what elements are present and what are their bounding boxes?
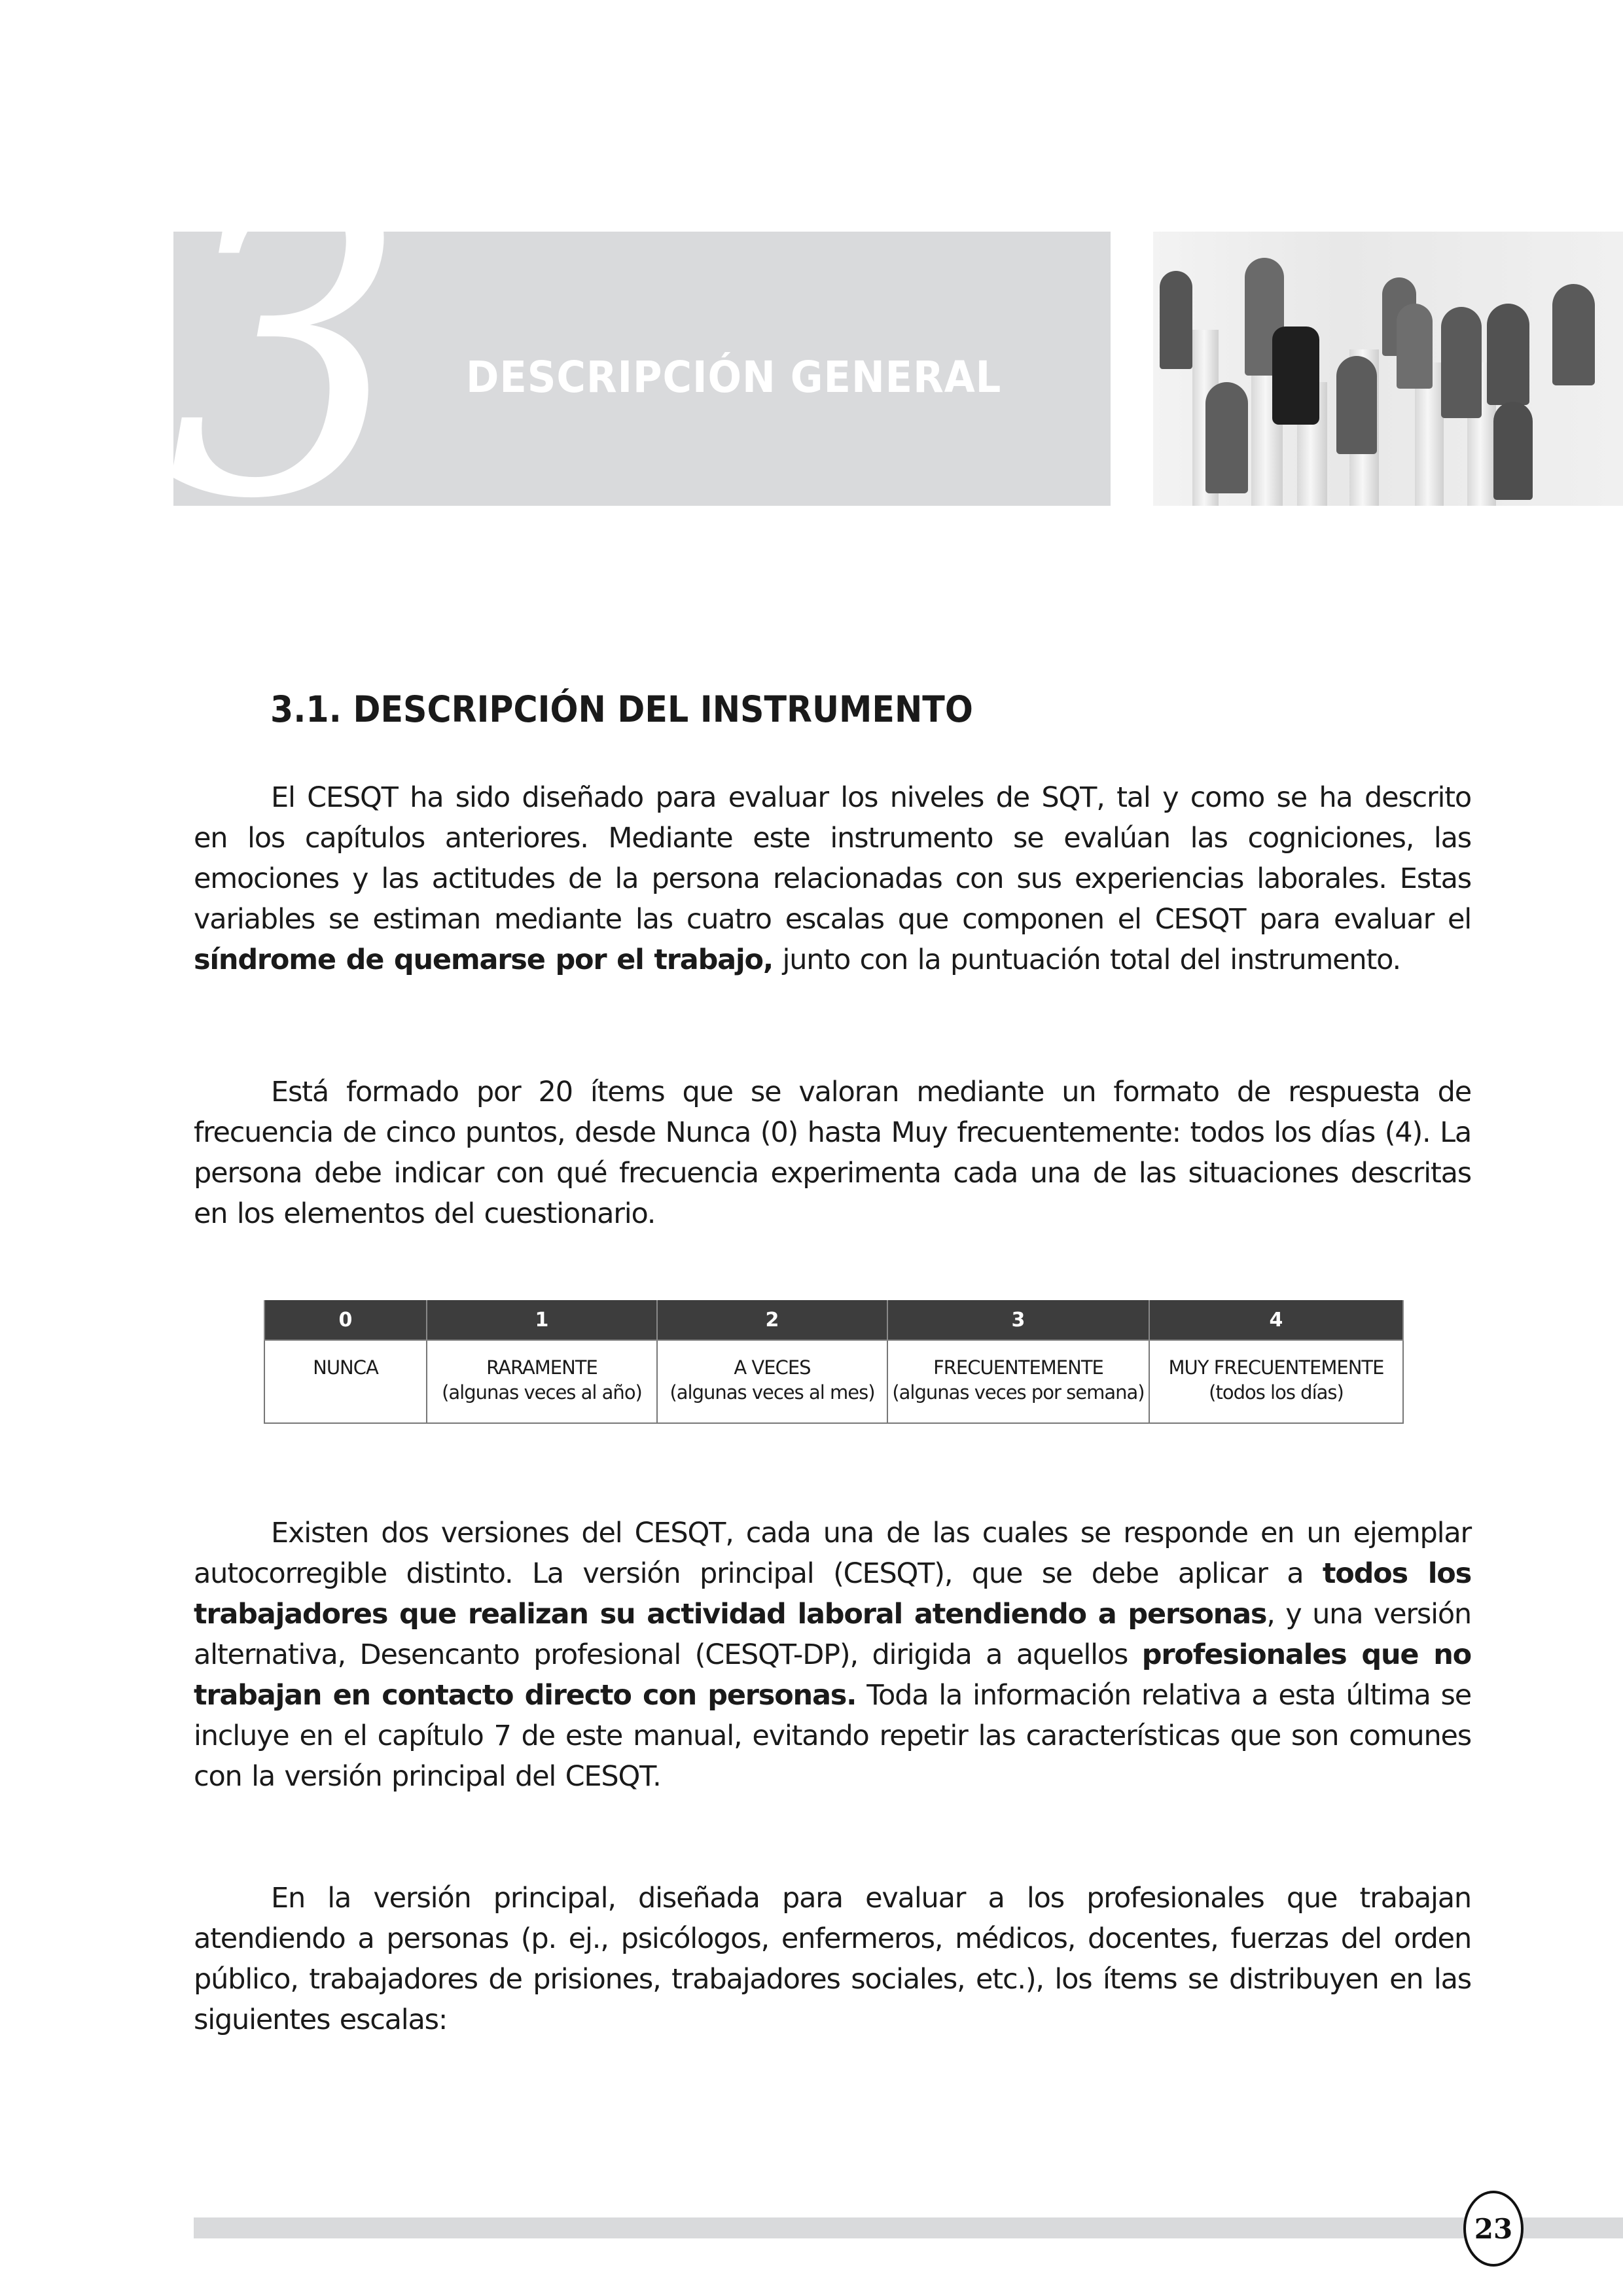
scale-sublabel: (algunas veces por semana) <box>892 1381 1145 1404</box>
scale-sublabel: (todos los días) <box>1209 1381 1344 1404</box>
paragraph-items-format: Está formado por 20 ítems que se valoran mediante un formato de respuesta de frecuencia de cinco puntos, desde Nunca (0) hasta Muy frecuentemente: todos los días (4). La persona debe indicar con qué frecuencia experimenta cada una de las situaciones descritas en los elementos del cuestionario. <box>194 1076 1471 1230</box>
table-cell <box>1149 1340 1403 1423</box>
table-cell <box>427 1340 657 1423</box>
scale-label: FRECUENTEMENTE <box>933 1356 1103 1379</box>
paragraph-text: Existen dos versiones del CESQT, cada una de las cuales se responde en un ejemplar autocorregible distinto. La versión principal (CESQT), que se debe aplicar a <box>194 1517 1471 1590</box>
paragraph-principal-version: En la versión principal, diseñada para evaluar a los profesionales que trabajan atendiendo a personas (p. ej., psicólogos, enfermeros, médicos, docentes, fuerzas del orden público, trabajadores de prisiones, trabajadores sociales, etc.), los ítems se distribuyen en las siguientes escalas: <box>194 1882 1471 2036</box>
scale-sublabel: (algunas veces al año) <box>442 1381 642 1404</box>
table-cell <box>887 1340 1149 1423</box>
section-heading: 3.1. DESCRIPCIÓN DEL INSTRUMENTO <box>270 688 973 730</box>
table-header-cell: 2 <box>657 1300 887 1340</box>
scale-label: A VECES <box>734 1356 811 1379</box>
table-cell <box>264 1340 427 1423</box>
table-header-cell: 4 <box>1149 1300 1403 1340</box>
page-number: 23 <box>1463 2191 1524 2267</box>
burnt-match-photo-icon <box>1153 232 1623 506</box>
table-header-cell: 1 <box>427 1300 657 1340</box>
table-header-cell: 0 <box>264 1300 427 1340</box>
paragraph-versions <box>194 1513 1471 1797</box>
table-cell <box>657 1340 887 1423</box>
chapter-number: 3 <box>167 103 407 590</box>
paragraph-text: junto con la puntuación total del instrumento. <box>773 944 1400 976</box>
paragraph-description <box>194 777 1471 980</box>
table-row <box>264 1340 1403 1423</box>
footer-bar <box>194 2217 1623 2238</box>
paragraph-text: , y una versión alternativa, Desencanto profesional (CESQT-DP), dirigida a aquellos <box>194 1598 1471 1671</box>
table-header-cell: 3 <box>887 1300 1149 1340</box>
emphasis-text: síndrome de quemarse por el trabajo, <box>194 944 774 976</box>
scale-sublabel: (algunas veces al mes) <box>669 1381 875 1404</box>
chapter-title: DESCRIPCIÓN GENERAL <box>466 352 1002 402</box>
scale-label: NUNCA <box>313 1356 378 1379</box>
paragraph-text: Toda la información relativa a esta última se incluye en el capítulo 7 de este manual, evitando repetir las características que son comunes con la versión principal del CESQT. <box>194 1679 1471 1793</box>
table-header-row <box>264 1300 1403 1340</box>
scale-label: RARAMENTE <box>486 1356 597 1379</box>
paragraph-text: El CESQT ha sido diseñado para evaluar los niveles de SQT, tal y como se ha descrito en los capítulos anteriores. Mediante este instrumento se evalúan las cogniciones, las emociones y las actitudes de la persona relacionadas con sus experiencias laborales. Estas variables se estiman mediante las cuatro escalas que componen el CESQT para evaluar el <box>194 781 1471 936</box>
response-scale-table <box>264 1300 1404 1424</box>
emphasis-text: todos los trabajadores que realizan su actividad laboral atendiendo a personas <box>194 1557 1471 1631</box>
scale-label: MUY FRECUENTEMENTE <box>1168 1356 1384 1379</box>
emphasis-text: profesionales que no trabajan en contacto directo con personas. <box>194 1638 1471 1712</box>
